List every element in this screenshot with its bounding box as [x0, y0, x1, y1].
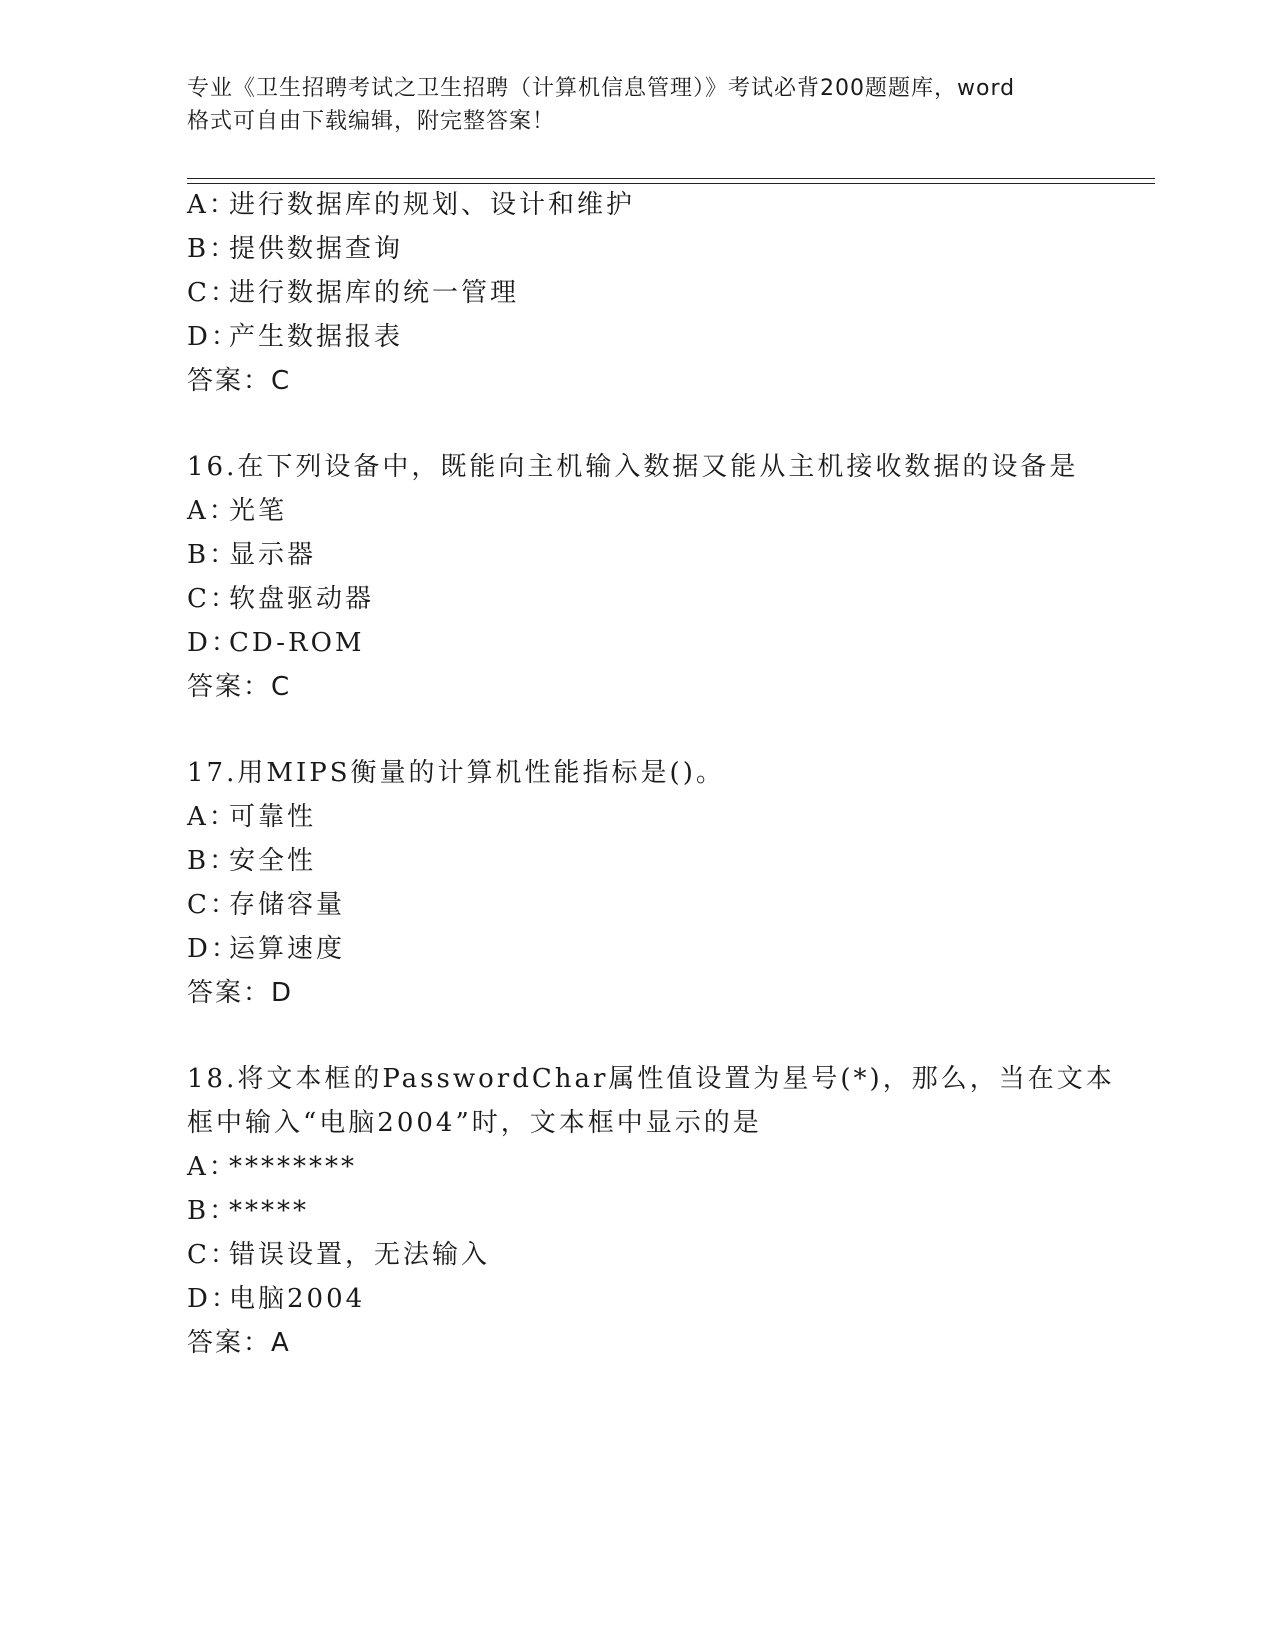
option-letter: B： [187, 540, 239, 570]
option-text: 安全性 [229, 846, 317, 876]
q15-answer: 答案：C [187, 366, 292, 396]
option-letter: C： [187, 584, 239, 614]
option-text: CD-ROM [229, 628, 365, 658]
q17-question: 17.用MIPS衡量的计算机性能指标是()。 [187, 758, 725, 788]
header-line-1: 专业《卫生招聘考试之卫生招聘（计算机信息管理）》考试必背200题题库，word [187, 76, 1016, 101]
option-letter: B： [187, 846, 239, 876]
option-letter: D： [187, 628, 240, 658]
q16-option-c [187, 582, 374, 616]
q17-option-c [187, 888, 345, 922]
option-letter: A： [187, 190, 238, 220]
q18-question-line-1: 18.将文本框的PasswordChar属性值设置为星号(*)，那么，当在文本 [187, 1064, 1115, 1094]
q15-option-a [187, 188, 635, 222]
option-text: 显示器 [229, 540, 317, 570]
q17-option-d [187, 932, 345, 966]
q18-answer: 答案：A [187, 1328, 291, 1358]
option-letter: A： [187, 1152, 238, 1182]
option-letter: A： [187, 496, 238, 526]
q15-option-d [187, 320, 403, 354]
q18-question-line-2: 框中输入“电脑2004”时，文本框中显示的是 [187, 1108, 762, 1138]
option-letter: B： [187, 1196, 239, 1226]
option-letter: B： [187, 234, 239, 264]
header-divider-top [187, 178, 1155, 179]
option-text: 产生数据报表 [229, 322, 404, 352]
q18-option-d [187, 1282, 365, 1316]
option-text: ***** [229, 1196, 309, 1226]
header-divider-bottom [187, 183, 1155, 184]
option-letter: C： [187, 890, 239, 920]
option-text: 光笔 [229, 496, 288, 526]
q15-option-c [187, 276, 519, 310]
document-header [187, 72, 1107, 138]
q18-option-c [187, 1238, 490, 1272]
option-text: ******** [229, 1152, 357, 1182]
option-text: 电脑2004 [229, 1284, 366, 1314]
option-letter: A： [187, 802, 238, 832]
q16-answer: 答案：C [187, 672, 292, 702]
q16-question: 16.在下列设备中，既能向主机输入数据又能从主机接收数据的设备是 [187, 452, 1079, 482]
option-letter: D： [187, 1284, 240, 1314]
q16-option-d [187, 626, 365, 660]
option-text: 可靠性 [229, 802, 317, 832]
q18-option-a [187, 1150, 357, 1184]
option-text: 进行数据库的规划、设计和维护 [229, 190, 636, 220]
option-text: 提供数据查询 [229, 234, 404, 264]
q15-option-b [187, 232, 403, 266]
option-text: 进行数据库的统一管理 [229, 278, 520, 308]
option-letter: D： [187, 934, 240, 964]
option-letter: C： [187, 1240, 239, 1270]
header-line-2: 格式可自由下载编辑，附完整答案！ [187, 109, 556, 134]
option-text: 运算速度 [229, 934, 346, 964]
q17-option-a [187, 800, 316, 834]
q16-option-a [187, 494, 287, 528]
q17-option-b [187, 844, 316, 878]
option-letter: D： [187, 322, 240, 352]
q17-answer: 答案：D [187, 978, 294, 1008]
q16-option-b [187, 538, 316, 572]
q18-option-b [187, 1194, 309, 1228]
option-text: 错误设置，无法输入 [229, 1240, 491, 1270]
option-text: 存储容量 [229, 890, 346, 920]
option-letter: C： [187, 278, 239, 308]
option-text: 软盘驱动器 [229, 584, 375, 614]
